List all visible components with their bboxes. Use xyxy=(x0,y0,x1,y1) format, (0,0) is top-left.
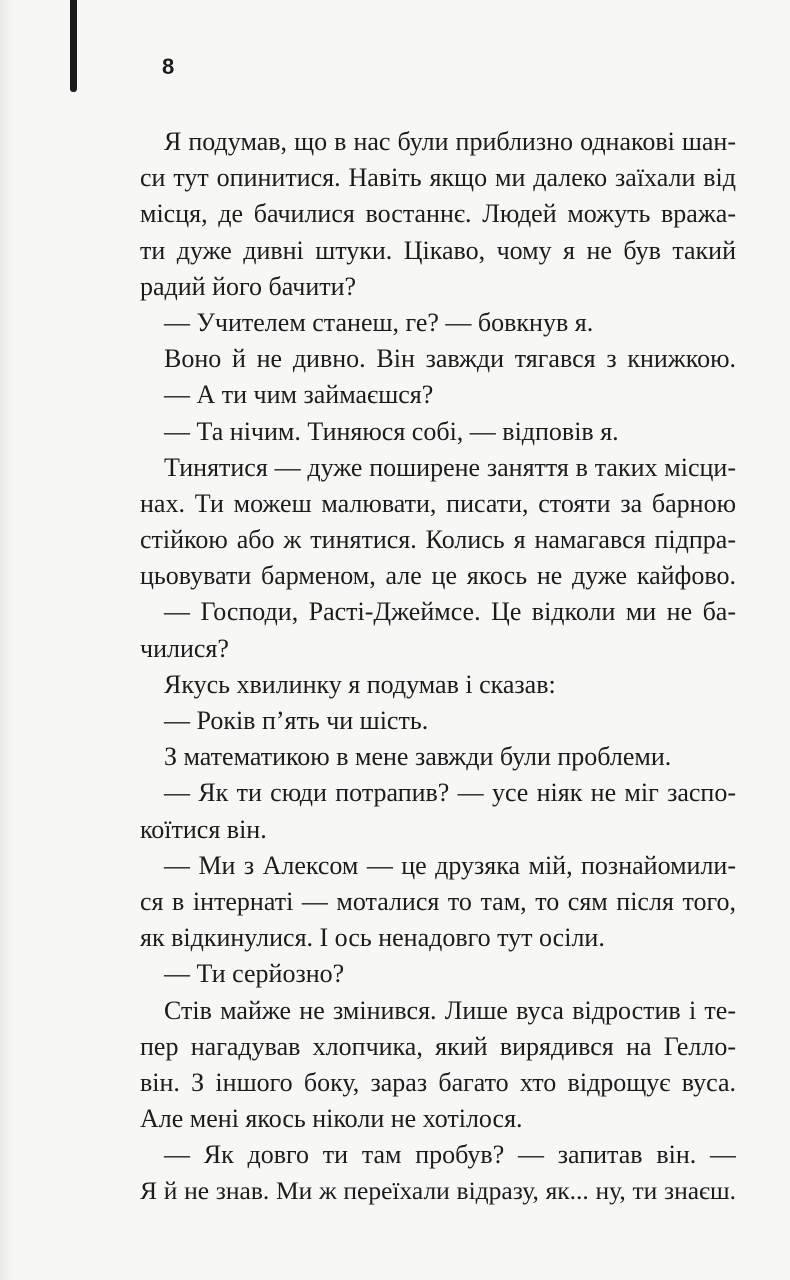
text-line: як відкинулися. І ось ненадовго тут осіли. xyxy=(140,923,605,953)
text-line: ся в інтернаті — моталися то там, то сям після того, xyxy=(140,886,736,916)
page-number: 8 xyxy=(162,54,175,79)
text-line: — Ти серйозно? xyxy=(164,959,345,989)
text-line: — Як довго ти там пробув? — запитав він. — xyxy=(164,1140,736,1170)
text-line: стійкою або ж тинятися. Колись я намагався підпра- xyxy=(140,525,736,555)
text-line: Тинятися — дуже поширене заняття в таких місци- xyxy=(164,452,736,482)
text-line: ти дуже дивні штуки. Цікаво, чому я не був такий xyxy=(140,235,736,265)
text-line: — А ти чим займаєшся? xyxy=(164,380,434,410)
text-line: — Та нічим. Тиняюся собі, — відповів я. xyxy=(164,416,619,446)
text-line: коїтися він. xyxy=(140,814,267,844)
text-line: — Учителем станеш, ге? — бовкнув я. xyxy=(164,307,594,337)
text-line: Я й не знав. Ми ж переїхали відразу, як... ну, ти знаєш. xyxy=(140,1176,736,1206)
text-line: — Господи, Расті-Джеймсе. Це відколи ми не ба- xyxy=(164,597,736,627)
body-text xyxy=(140,124,736,1210)
text-line: радий його бачити? xyxy=(140,271,357,301)
binding-mark xyxy=(70,0,77,92)
text-line: цьовувати барменом, але це якось не дуже кайфово. xyxy=(140,561,736,591)
text-line: він. З іншого боку, зараз багато хто відрощує вуса. xyxy=(140,1067,736,1097)
text-line: — Років п’ять чи шість. xyxy=(164,706,429,735)
page-spine-shadow xyxy=(0,0,14,1280)
text-line: си тут опинитися. Навіть якщо ми далеко заїхали від xyxy=(140,163,736,193)
text-line: Стів майже не змінився. Лише вуса відростив і те- xyxy=(164,995,736,1025)
text-line: Але мені якось ніколи не хотілося. xyxy=(140,1104,523,1134)
text-line: пер нагадував хлопчика, який вирядився на Гелло- xyxy=(140,1031,736,1061)
text-line: — Як ти сюди потрапив? — усе ніяк не міг заспо- xyxy=(164,778,736,808)
text-line: — Ми з Алексом — це друзяка мій, познайомили- xyxy=(164,850,736,880)
text-line: Якусь хвилинку я подумав і сказав: xyxy=(164,669,556,699)
text-line: чилися? xyxy=(140,633,229,663)
text-line: нах. Ти можеш малювати, писати, стояти за барною xyxy=(140,488,736,518)
text-line: З математикою в мене завжди були проблеми. xyxy=(164,742,672,772)
text-line: Я подумав, що в нас були приблизно однакові шан- xyxy=(164,127,736,156)
text-line: місця, де бачилися востаннє. Людей можуть вража- xyxy=(140,199,736,229)
text-line: Воно й не дивно. Він завжди тягався з книжкою. xyxy=(164,344,736,374)
